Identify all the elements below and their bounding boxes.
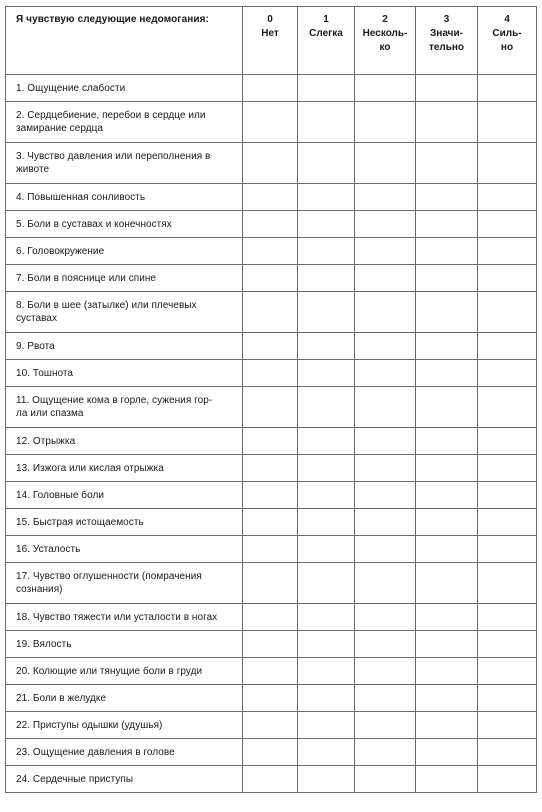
rating-cell-3[interactable] xyxy=(416,428,478,455)
header-col-num: 4 xyxy=(504,14,510,25)
rating-cell-4[interactable] xyxy=(478,604,537,631)
symptom-label-line: замирание сердца xyxy=(16,123,103,134)
rating-cell-1[interactable] xyxy=(298,482,355,509)
rating-cell-2[interactable] xyxy=(355,509,416,536)
rating-cell-2[interactable] xyxy=(355,211,416,238)
rating-cell-1[interactable] xyxy=(298,509,355,536)
symptom-label-line: 10. Тошнота xyxy=(16,367,74,379)
header-col-text: Силь- xyxy=(492,28,522,39)
rating-cell-2[interactable] xyxy=(355,292,416,333)
symptom-label xyxy=(6,712,243,739)
rating-cell-3[interactable] xyxy=(416,712,478,739)
rating-cell-0[interactable] xyxy=(243,211,298,238)
table-row xyxy=(6,387,537,428)
table-row xyxy=(6,265,537,292)
symptom-label xyxy=(6,536,243,563)
rating-cell-3[interactable] xyxy=(416,739,478,766)
rating-cell-3[interactable] xyxy=(416,143,478,184)
table-row xyxy=(6,766,537,793)
symptom-label-line: 19. Вялость xyxy=(16,638,72,650)
rating-cell-4[interactable] xyxy=(478,238,537,265)
rating-cell-0[interactable] xyxy=(243,536,298,563)
rating-cell-1[interactable] xyxy=(298,563,355,604)
rating-cell-2[interactable] xyxy=(355,685,416,712)
rating-cell-2[interactable] xyxy=(355,536,416,563)
rating-cell-1[interactable] xyxy=(298,685,355,712)
header-col-num: 3 xyxy=(443,14,450,25)
symptom-label xyxy=(6,75,243,102)
rating-cell-1[interactable] xyxy=(298,536,355,563)
rating-cell-2[interactable] xyxy=(355,184,416,211)
symptom-label xyxy=(6,292,243,333)
symptom-label xyxy=(6,238,243,265)
rating-cell-1[interactable] xyxy=(298,360,355,387)
symptom-label-line: 22. Приступы одышки (удушья) xyxy=(16,719,163,731)
rating-cell-0[interactable] xyxy=(243,360,298,387)
rating-cell-4[interactable] xyxy=(478,292,537,333)
symptom-label xyxy=(6,455,243,482)
rating-cell-1[interactable] xyxy=(298,604,355,631)
rating-cell-0[interactable] xyxy=(243,685,298,712)
rating-cell-3[interactable] xyxy=(416,482,478,509)
rating-cell-2[interactable] xyxy=(355,238,416,265)
table-row xyxy=(6,238,537,265)
rating-cell-1[interactable] xyxy=(298,712,355,739)
rating-cell-3[interactable] xyxy=(416,292,478,333)
symptom-label-line: 23. Ощущение давления в голове xyxy=(16,746,175,758)
rating-cell-4[interactable] xyxy=(478,536,537,563)
rating-cell-2[interactable] xyxy=(355,739,416,766)
header-col-text: Нет xyxy=(261,28,279,39)
table-row xyxy=(6,184,537,211)
symptom-rows xyxy=(6,75,537,793)
rating-cell-3[interactable] xyxy=(416,238,478,265)
table-row xyxy=(6,333,537,360)
rating-cell-3[interactable] xyxy=(416,75,478,102)
header-col-2 xyxy=(355,7,416,75)
rating-cell-0[interactable] xyxy=(243,292,298,333)
rating-cell-2[interactable] xyxy=(355,455,416,482)
table-row xyxy=(6,455,537,482)
rating-cell-4[interactable] xyxy=(478,482,537,509)
symptom-label xyxy=(6,265,243,292)
rating-cell-3[interactable] xyxy=(416,658,478,685)
header-col-num: 1 xyxy=(323,14,329,25)
rating-cell-1[interactable] xyxy=(298,739,355,766)
symptom-label-line: 21. Боли в желудке xyxy=(16,692,107,704)
header-col-text: тельно xyxy=(428,42,465,53)
rating-cell-1[interactable] xyxy=(298,658,355,685)
symptom-label xyxy=(6,563,243,604)
symptom-label-line: 9. Рвота xyxy=(16,340,55,352)
symptom-label-line: 24. Сердечные приступы xyxy=(16,773,134,785)
symptom-label-line: 16. Усталость xyxy=(16,543,81,555)
rating-cell-3[interactable] xyxy=(416,509,478,536)
symptom-label xyxy=(6,387,243,428)
symptom-label xyxy=(6,102,243,143)
symptom-label-line: 2. Сердцебиение, перебои в сердце или xyxy=(16,110,206,121)
rating-cell-3[interactable] xyxy=(416,387,478,428)
rating-cell-2[interactable] xyxy=(355,604,416,631)
table-header-row xyxy=(6,7,537,75)
symptom-label xyxy=(6,604,243,631)
rating-cell-1[interactable] xyxy=(298,387,355,428)
header-col-1 xyxy=(298,7,355,75)
rating-cell-4[interactable] xyxy=(478,428,537,455)
table-row xyxy=(6,482,537,509)
symptom-label xyxy=(6,360,243,387)
rating-cell-4[interactable] xyxy=(478,631,537,658)
header-col-text: ко xyxy=(379,42,391,53)
rating-cell-1[interactable] xyxy=(298,143,355,184)
symptom-label xyxy=(6,143,243,184)
rating-cell-2[interactable] xyxy=(355,333,416,360)
table-row xyxy=(6,631,537,658)
header-col-text: Значи- xyxy=(430,28,463,39)
table-row xyxy=(6,509,537,536)
table-row xyxy=(6,102,537,143)
rating-cell-2[interactable] xyxy=(355,712,416,739)
rating-cell-4[interactable] xyxy=(478,102,537,143)
rating-cell-3[interactable] xyxy=(416,685,478,712)
rating-cell-1[interactable] xyxy=(298,265,355,292)
table-row xyxy=(6,360,537,387)
rating-cell-0[interactable] xyxy=(243,482,298,509)
rating-cell-0[interactable] xyxy=(243,455,298,482)
symptom-label-line: 20. Колющие или тянущие боли в груди xyxy=(16,665,203,677)
rating-cell-0[interactable] xyxy=(243,509,298,536)
rating-cell-4[interactable] xyxy=(478,685,537,712)
rating-cell-4[interactable] xyxy=(478,509,537,536)
rating-cell-1[interactable] xyxy=(298,333,355,360)
rating-cell-0[interactable] xyxy=(243,428,298,455)
rating-cell-1[interactable] xyxy=(298,238,355,265)
header-col-num: 0 xyxy=(267,14,273,25)
rating-cell-2[interactable] xyxy=(355,631,416,658)
rating-cell-0[interactable] xyxy=(243,75,298,102)
rating-cell-3[interactable] xyxy=(416,604,478,631)
header-col-num: 2 xyxy=(382,14,388,25)
symptom-label-line: 8. Боли в шее (затылке) или плечевых xyxy=(16,300,197,311)
symptom-label-line: 4. Повышенная сонливость xyxy=(16,191,146,203)
rating-cell-0[interactable] xyxy=(243,102,298,143)
rating-cell-0[interactable] xyxy=(243,604,298,631)
rating-cell-2[interactable] xyxy=(355,766,416,793)
table-row xyxy=(6,536,537,563)
table-row xyxy=(6,292,537,333)
table-row xyxy=(6,75,537,102)
rating-cell-3[interactable] xyxy=(416,536,478,563)
rating-cell-4[interactable] xyxy=(478,360,537,387)
header-col-text: Слегка xyxy=(309,28,343,39)
rating-cell-1[interactable] xyxy=(298,75,355,102)
rating-cell-0[interactable] xyxy=(243,387,298,428)
symptom-table xyxy=(5,6,537,793)
table-row xyxy=(6,143,537,184)
rating-cell-4[interactable] xyxy=(478,75,537,102)
symptom-label-line: сознания) xyxy=(16,584,63,595)
rating-cell-1[interactable] xyxy=(298,211,355,238)
rating-cell-4[interactable] xyxy=(478,184,537,211)
rating-cell-1[interactable] xyxy=(298,428,355,455)
symptom-label-line: 12. Отрыжка xyxy=(16,435,76,447)
rating-cell-1[interactable] xyxy=(298,766,355,793)
rating-cell-2[interactable] xyxy=(355,563,416,604)
rating-cell-4[interactable] xyxy=(478,658,537,685)
table-row xyxy=(6,211,537,238)
table-row xyxy=(6,685,537,712)
header-col-3 xyxy=(416,7,478,75)
symptom-label-line: 14. Головные боли xyxy=(16,489,104,501)
header-col-text: но xyxy=(500,42,514,53)
header-symptom-label: Я чувствую следующие недомогания: xyxy=(6,7,243,75)
table-row xyxy=(6,712,537,739)
symptom-label-line: 1. Ощущение слабости xyxy=(16,82,126,94)
header-col-0 xyxy=(243,7,298,75)
symptom-label xyxy=(6,211,243,238)
rating-cell-3[interactable] xyxy=(416,455,478,482)
symptom-label xyxy=(6,658,243,685)
rating-cell-3[interactable] xyxy=(416,333,478,360)
rating-cell-3[interactable] xyxy=(416,184,478,211)
rating-cell-4[interactable] xyxy=(478,712,537,739)
rating-cell-1[interactable] xyxy=(298,102,355,143)
rating-cell-2[interactable] xyxy=(355,360,416,387)
symptom-label xyxy=(6,428,243,455)
symptom-label-line: суставах xyxy=(16,313,58,324)
symptom-label xyxy=(6,739,243,766)
header-col-4 xyxy=(478,7,537,75)
rating-cell-3[interactable] xyxy=(416,102,478,143)
rating-cell-0[interactable] xyxy=(243,143,298,184)
rating-cell-3[interactable] xyxy=(416,563,478,604)
rating-cell-4[interactable] xyxy=(478,739,537,766)
rating-cell-3[interactable] xyxy=(416,631,478,658)
rating-cell-0[interactable] xyxy=(243,238,298,265)
symptom-label-line: 17. Чувство оглушенности (помрачения xyxy=(16,571,202,582)
rating-cell-0[interactable] xyxy=(243,333,298,360)
rating-cell-1[interactable] xyxy=(298,455,355,482)
symptom-label-line: ла или спазма xyxy=(16,408,84,419)
rating-cell-0[interactable] xyxy=(243,265,298,292)
rating-cell-2[interactable] xyxy=(355,102,416,143)
rating-cell-4[interactable] xyxy=(478,387,537,428)
rating-cell-0[interactable] xyxy=(243,739,298,766)
rating-cell-0[interactable] xyxy=(243,184,298,211)
rating-cell-4[interactable] xyxy=(478,265,537,292)
rating-cell-3[interactable] xyxy=(416,360,478,387)
rating-cell-0[interactable] xyxy=(243,712,298,739)
table-row xyxy=(6,563,537,604)
rating-cell-1[interactable] xyxy=(298,292,355,333)
symptom-label xyxy=(6,766,243,793)
rating-cell-4[interactable] xyxy=(478,563,537,604)
rating-cell-0[interactable] xyxy=(243,631,298,658)
rating-cell-4[interactable] xyxy=(478,143,537,184)
rating-cell-0[interactable] xyxy=(243,766,298,793)
rating-cell-3[interactable] xyxy=(416,766,478,793)
table-row xyxy=(6,739,537,766)
rating-cell-2[interactable] xyxy=(355,143,416,184)
rating-cell-1[interactable] xyxy=(298,184,355,211)
rating-cell-0[interactable] xyxy=(243,658,298,685)
symptom-label xyxy=(6,631,243,658)
table-row xyxy=(6,604,537,631)
symptom-label-line: 11. Ощущение кома в горле, сужения гор- xyxy=(16,395,213,406)
rating-cell-3[interactable] xyxy=(416,265,478,292)
symptom-label-line: 18. Чувство тяжести или усталости в ногах xyxy=(16,611,218,623)
rating-cell-3[interactable] xyxy=(416,211,478,238)
rating-cell-2[interactable] xyxy=(355,265,416,292)
symptom-questionnaire xyxy=(5,6,537,793)
rating-cell-4[interactable] xyxy=(478,333,537,360)
symptom-label-line: 13. Изжога или кислая отрыжка xyxy=(16,462,164,474)
rating-cell-4[interactable] xyxy=(478,211,537,238)
header-col-text: Несколь- xyxy=(362,28,408,39)
rating-cell-2[interactable] xyxy=(355,658,416,685)
symptom-label xyxy=(6,482,243,509)
table-row xyxy=(6,428,537,455)
rating-cell-2[interactable] xyxy=(355,428,416,455)
symptom-label xyxy=(6,685,243,712)
rating-cell-4[interactable] xyxy=(478,455,537,482)
symptom-label-line: животе xyxy=(16,164,50,175)
symptom-label-line: 7. Боли в пояснице или спине xyxy=(16,272,157,284)
symptom-label-line: 15. Быстрая истощаемость xyxy=(16,516,144,528)
symptom-label-line: 5. Боли в суставах и конечностях xyxy=(16,218,172,230)
symptom-label-line: 6. Головокружение xyxy=(16,245,105,257)
symptom-label xyxy=(6,333,243,360)
rating-cell-2[interactable] xyxy=(355,482,416,509)
rating-cell-4[interactable] xyxy=(478,766,537,793)
rating-cell-0[interactable] xyxy=(243,563,298,604)
symptom-label xyxy=(6,509,243,536)
rating-cell-1[interactable] xyxy=(298,631,355,658)
rating-cell-2[interactable] xyxy=(355,387,416,428)
rating-cell-2[interactable] xyxy=(355,75,416,102)
table-row xyxy=(6,658,537,685)
symptom-label xyxy=(6,184,243,211)
symptom-label-line: 3. Чувство давления или переполнения в xyxy=(16,151,211,162)
